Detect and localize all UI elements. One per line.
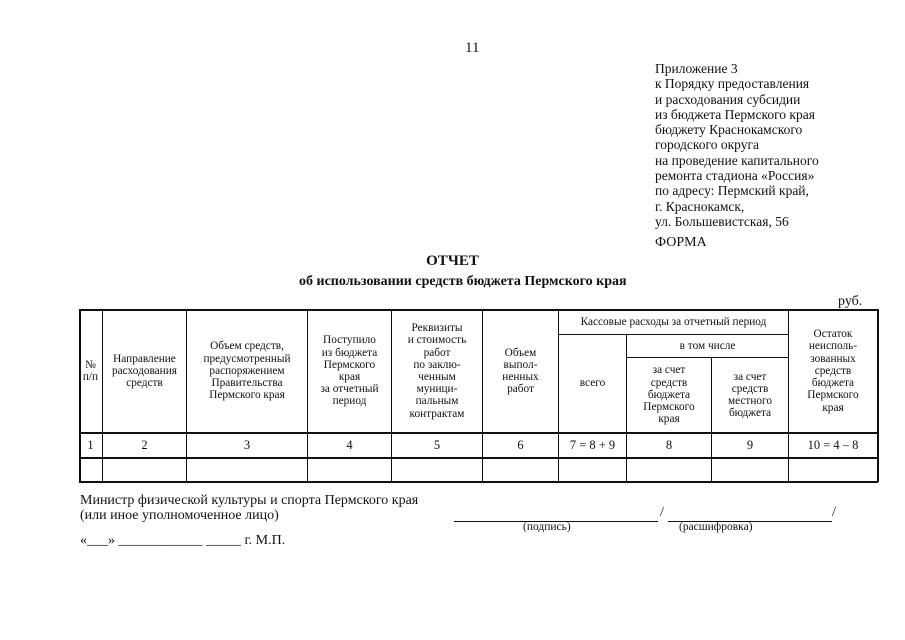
header-requisites: Реквизиты и стоимость работ по заклю- ченным муници- пальным контрактам — [407, 322, 467, 420]
decode-caption: (расшифровка) — [679, 521, 753, 533]
signature-slash: / — [832, 505, 836, 520]
appendix-line: на проведение капитального — [655, 152, 819, 168]
col-number: 6 — [517, 437, 524, 452]
header-num: № п/п — [82, 358, 99, 383]
header-works-volume: Объем выпол- ненных работ — [502, 346, 539, 396]
col-number: 3 — [243, 437, 251, 452]
appendix-line: к Порядку предоставления — [655, 76, 810, 92]
col-number: 1 — [87, 437, 94, 452]
appendix-line: Приложение 3 — [655, 61, 738, 76]
appendix-line: из бюджета Пермского края — [655, 106, 815, 122]
appendix-block — [655, 61, 819, 229]
appendix-line: бюджету Краснокамского — [655, 122, 803, 138]
header-total: всего — [579, 377, 606, 390]
header-received: Поступило из бюджета Пермского края за отчетный период — [320, 334, 379, 408]
header-cash-expenses: Кассовые расходы за отчетный период — [580, 315, 767, 328]
page-number: 11 — [465, 40, 480, 56]
table-border-bottom — [79, 481, 878, 483]
table-divider-numbering — [79, 457, 878, 459]
date-stamp-line: «___» ____________ _____ г. М.П. — [80, 533, 286, 548]
signature-slash: / — [660, 505, 664, 520]
header-volume: Объем средств, предусмотренный распоряжением Правительства Пермского края — [203, 340, 291, 402]
appendix-line: ремонта стадиона «Россия» — [655, 168, 815, 184]
header-direction: Направление расходования средств — [112, 352, 177, 390]
appendix-line: городского округа — [655, 137, 760, 153]
appendix-line: и расходования субсидии — [655, 91, 801, 107]
appendix-line: по адресу: Пермский край, — [655, 183, 809, 199]
signature-caption: (подпись) — [523, 521, 571, 533]
report-subtitle: об использовании средств бюджета Пермского края — [299, 274, 627, 289]
signature-official-title: Министр физической культуры и спорта Пермского края (или иное уполномоченное лицо) — [80, 493, 419, 523]
col-number: 7 = 8 + 9 — [569, 437, 616, 452]
col-number: 9 — [746, 437, 754, 452]
header-regional: за счет средств бюджета Пермского края — [643, 364, 695, 426]
col-number: 2 — [141, 437, 148, 452]
col-number: 10 = 4 – 8 — [807, 437, 859, 452]
form-label: ФОРМА — [655, 235, 707, 250]
col-number: 4 — [346, 437, 353, 452]
col-number: 8 — [665, 437, 673, 452]
table-border-right — [877, 309, 879, 482]
currency-unit: руб. — [838, 294, 863, 309]
appendix-line: ул. Большевистская, 56 — [655, 213, 789, 229]
header-including: в том числе — [679, 339, 736, 352]
header-balance: Остаток неисполь- зованных средств бюджета Пермского края — [807, 328, 859, 414]
col-number: 5 — [433, 437, 441, 452]
report-title: ОТЧЕТ — [426, 253, 479, 269]
header-local: за счет средств местного бюджета — [727, 370, 773, 420]
appendix-line: г. Краснокамск, — [655, 198, 745, 214]
